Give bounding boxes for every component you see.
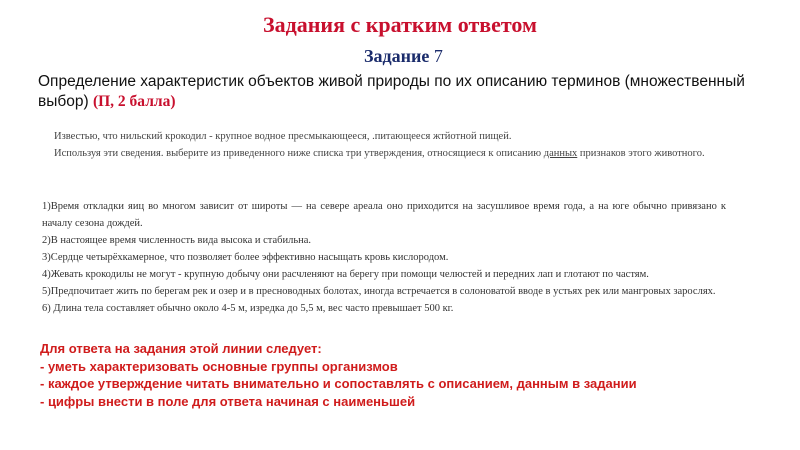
- slide-title: Задания с кратким ответом: [263, 12, 537, 37]
- guide-line: Для ответа на задания этой линии следует:: [40, 341, 322, 356]
- statement-item: 3)Сердце четырёхкамерное, что позволяет более эффективно насыщать кровь кислородом.: [42, 252, 449, 263]
- statement-item: 1)Время откладки яиц во многом зависит от широты — на севере ареала оно приходится на засушливое время года, а на юге обычно привязано к началу сезона дождей.: [42, 201, 726, 229]
- task-intro: [40, 128, 740, 162]
- task-number: [364, 46, 443, 67]
- guide-line: - уметь характеризовать основные группы организмов: [40, 358, 398, 374]
- task-points: (П, 2 балла): [92, 93, 176, 110]
- statement-item: 6) Длина тела составляет обычно около 4-5 м, изредка до 5,5 м, вес часто превышает 500 кг.: [42, 303, 454, 314]
- statement-list: [42, 198, 726, 317]
- intro-line-2-start: Используя эти сведения. выберите из приведенного ниже списка три утверждения, относящиеся к описанию: [54, 148, 542, 159]
- intro-line-1: Известью, что нильский крокодил - крупное водное пресмыкающееся, .питающееся жтйотной пищей.: [54, 131, 512, 142]
- guide-line: - цифры внести в поле для ответа начиная с наименьшей: [40, 393, 416, 409]
- statement-item: 4)Жевать крокодилы не могут - крупную добычу они расчленяют на берегу при помощи челюстей и передних лап и глотают по частям.: [42, 269, 649, 280]
- task-heading-text: Определение характеристик объектов живой природы по их описанию терминов (множественный выбор): [38, 73, 745, 110]
- statement-item: 5)Предпочитает жить по берегам рек и озер и в пресноводных болотах, иногда встречается в солоноватой вводе в устьях рек или мангровых зарослях.: [42, 286, 716, 297]
- task-number-value: 7: [433, 46, 443, 66]
- answer-guidelines: [40, 340, 780, 410]
- intro-underlined-word: данных: [543, 148, 578, 159]
- task-heading: [38, 72, 778, 112]
- task-label: Задание: [364, 46, 430, 66]
- statement-item: 2)В настоящее время численность вида высока и стабильна.: [42, 235, 312, 246]
- guide-line: - каждое утверждение читать внимательно и сопоставлять с описанием, данным в задании: [40, 376, 637, 391]
- intro-line-2: [40, 145, 740, 162]
- intro-line-2-end: признаков этого животного.: [579, 148, 705, 159]
